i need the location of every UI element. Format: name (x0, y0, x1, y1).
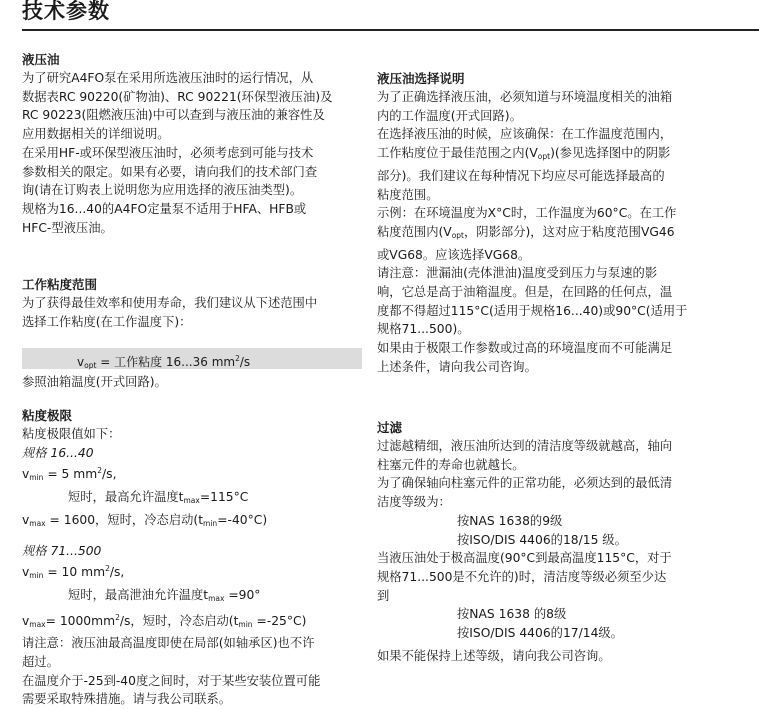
symbol: v (22, 512, 30, 527)
vmin-line (22, 560, 364, 586)
formula-text: = 工作粘度 16...36 mm (96, 355, 236, 369)
paragraph-line: 为了正确选择液压油，必须知道与环境温度相关的油箱 (377, 90, 673, 104)
paragraph-line: 在采用HF-或环保型液压油时，必须考虑到可能与技术 (22, 145, 314, 160)
paragraph-line: 如果不能保持上述等级，请向我公司咨询。 (377, 648, 611, 663)
text: )(参见选择图中的阴影 (550, 146, 671, 161)
paragraph-line: 度都不得超过115°C(适用于规格16...40)或90°C(适用于 (377, 303, 688, 318)
subscript: max (208, 593, 225, 603)
formula-unit: /s (239, 355, 251, 369)
cleanliness-spec: 按NAS 1638的9级 (457, 513, 563, 528)
symbol: v (22, 467, 30, 482)
section-heading: 液压油 (22, 52, 60, 67)
section-heading: 过滤 (377, 420, 403, 435)
note-value: =115°C (199, 490, 249, 505)
reference-note (22, 373, 364, 392)
formula-unit: /s, (109, 565, 125, 580)
subscript: opt (537, 152, 551, 162)
paragraph-line: 请注意：液压油最高温度即使在局部(如轴承区)也不许 (22, 636, 315, 651)
symbol: v (22, 613, 30, 628)
section-operating-viscosity (22, 275, 364, 331)
paragraph-line: 需要采取特殊措施。请与我公司联系。 (22, 692, 232, 707)
paragraph-line: 示例：在环境温度为X°C时，工作温度为60°C。在工作 (377, 206, 677, 221)
subscript: max (183, 496, 200, 506)
formula-unit: =-25°C) (252, 613, 307, 628)
section-filtration (377, 418, 717, 665)
paragraph-line: 到 (377, 588, 390, 603)
vmax-line (22, 609, 364, 635)
subscript: opt (451, 230, 464, 240)
paragraph-line: 选择工作粘度(在工作温度下)： (22, 314, 192, 329)
cleanliness-spec: 按NAS 1638 的8级 (457, 607, 567, 622)
vmax-line (22, 511, 364, 534)
title-divider (22, 29, 759, 31)
size-label: 规格 71...500 (22, 543, 102, 558)
paragraph-line: 部分)。我们建议在每种情况下均应尽可能选择最高的 (377, 168, 665, 183)
text: 粘度范围内(V (377, 224, 452, 239)
paragraph-line: 询(请在订购表上说明您为应用选择的液压油类型)。 (22, 183, 303, 198)
paragraph-line: 上述条件，请向我公司咨询。 (377, 359, 537, 374)
paragraph-line: 参照油箱温度(开式回路)。 (22, 375, 167, 389)
paragraph-line: 如果由于极限工作参数或过高的环境温度而不可能满足 (377, 341, 673, 356)
formula-text: = 10 mm (43, 565, 106, 580)
symbol: v (77, 355, 85, 369)
subscript: min (238, 619, 253, 629)
formula-text: /s，短时，冷态启动(t (119, 613, 239, 628)
paragraph-line: 超过。 (22, 655, 59, 670)
superscript: 2 (105, 564, 110, 574)
formula-unit: /s, (102, 467, 117, 482)
vmin-note (22, 488, 364, 511)
superscript: 2 (235, 354, 240, 363)
paragraph-line: 粘度范围。 (377, 187, 439, 202)
paragraph-line: 在选择液压油的时候，应该确保：在工作温度范围内， (377, 127, 673, 142)
section-fluid-selection (377, 69, 717, 377)
paragraph-line: 规格为16...40的A4FO定量泵不适用于HFA、HFB或 (22, 201, 307, 216)
paragraph-line: 内的工作温度(开式回路)。 (377, 108, 522, 123)
paragraph-line: RC 90223(阻燃液压油)中可以查到与液压油的兼容性及 (22, 108, 325, 123)
paragraph-line: 应用数据相关的详细说明。 (22, 127, 170, 142)
section-hydraulic-fluid (22, 50, 364, 237)
vmin-line (22, 462, 364, 488)
cleanliness-spec: 按ISO/DIS 4406的17/14级。 (457, 626, 623, 641)
note-text: 短时，最高泄油允许温度t (68, 587, 209, 602)
section-heading: 工作粘度范围 (22, 277, 98, 292)
note-text: 短时，最高允许温度t (68, 490, 184, 505)
paragraph-line: 洁度等级为： (377, 495, 451, 510)
subscript: max (29, 518, 46, 528)
formula-text: = 1600，短时，冷态启动(t (45, 512, 204, 527)
subscript: max (29, 619, 46, 629)
paragraph-line: 请注意：泄漏油(壳体泄油)温度受到压力与泵速的影 (377, 266, 658, 281)
formula-unit: =-40°C) (217, 512, 268, 527)
size-label: 规格 16...40 (22, 445, 94, 460)
viscosity-highlight-box (22, 348, 362, 369)
page-title: 技术参数 (22, 0, 110, 23)
superscript: 2 (115, 612, 120, 622)
subscript: min (29, 473, 44, 483)
paragraph-line (377, 144, 717, 167)
paragraph-line: 数据表RC 90220(矿物油)、RC 90221(环保型液压油)及 (22, 89, 333, 104)
subscript: min (203, 518, 218, 528)
paragraph-line: 当液压油处于极高温度(90°C到最高温度115°C，对于 (377, 551, 672, 566)
section-viscosity-limits (22, 406, 364, 709)
subscript: min (29, 571, 44, 581)
formula-text: = 5 mm (43, 467, 98, 482)
text: ，阴影部分)，这对应于粘度范围VG46 (464, 224, 675, 239)
paragraph-line: 响，它总是高于油箱温度。但是，在回路的任何点，温 (377, 285, 673, 300)
paragraph-line: 在温度介于-25到-40度之间时，对于某些安装位置可能 (22, 673, 321, 688)
paragraph-line: 参数相关的限定。如果有必要，请向我们的技术部门查 (22, 164, 318, 179)
paragraph-line: 为了研究A4FO泵在采用所选液压油时的运行情况，从 (22, 71, 314, 85)
paragraph-line: 柱塞元件的寿命也就越长。 (377, 457, 525, 472)
note-value: =90° (224, 587, 261, 602)
section-heading: 液压油选择说明 (377, 71, 465, 86)
vmin-note (22, 586, 364, 609)
subscript: opt (84, 361, 97, 370)
paragraph-line: 粘度极限值如下： (22, 427, 121, 441)
paragraph-line: HFC-型液压油。 (22, 220, 113, 235)
superscript: 2 (97, 466, 103, 476)
paragraph-line: 过滤越精细，液压油所达到的清洁度等级就越高，轴向 (377, 439, 673, 453)
paragraph-line (377, 223, 717, 246)
paragraph-line: 规格71...500是不允许的)时，清洁度等级必须至少达 (377, 569, 667, 584)
paragraph-line: 为了确保轴向柱塞元件的正常功能，必须达到的最低清 (377, 476, 673, 491)
cleanliness-spec: 按ISO/DIS 4406的18/15 级。 (457, 532, 627, 547)
paragraph-line: 或VG68。应该选择VG68。 (377, 247, 531, 262)
section-heading: 粘度极限 (22, 408, 73, 423)
text: 工作粘度位于最佳范围之内(V (377, 146, 538, 161)
symbol: v (22, 565, 30, 580)
paragraph-line: 规格71...500)。 (377, 322, 470, 337)
formula-text: = 1000mm (45, 613, 116, 628)
paragraph-line: 为了获得最佳效率和使用寿命，我们建议从下述范围中 (22, 296, 318, 310)
